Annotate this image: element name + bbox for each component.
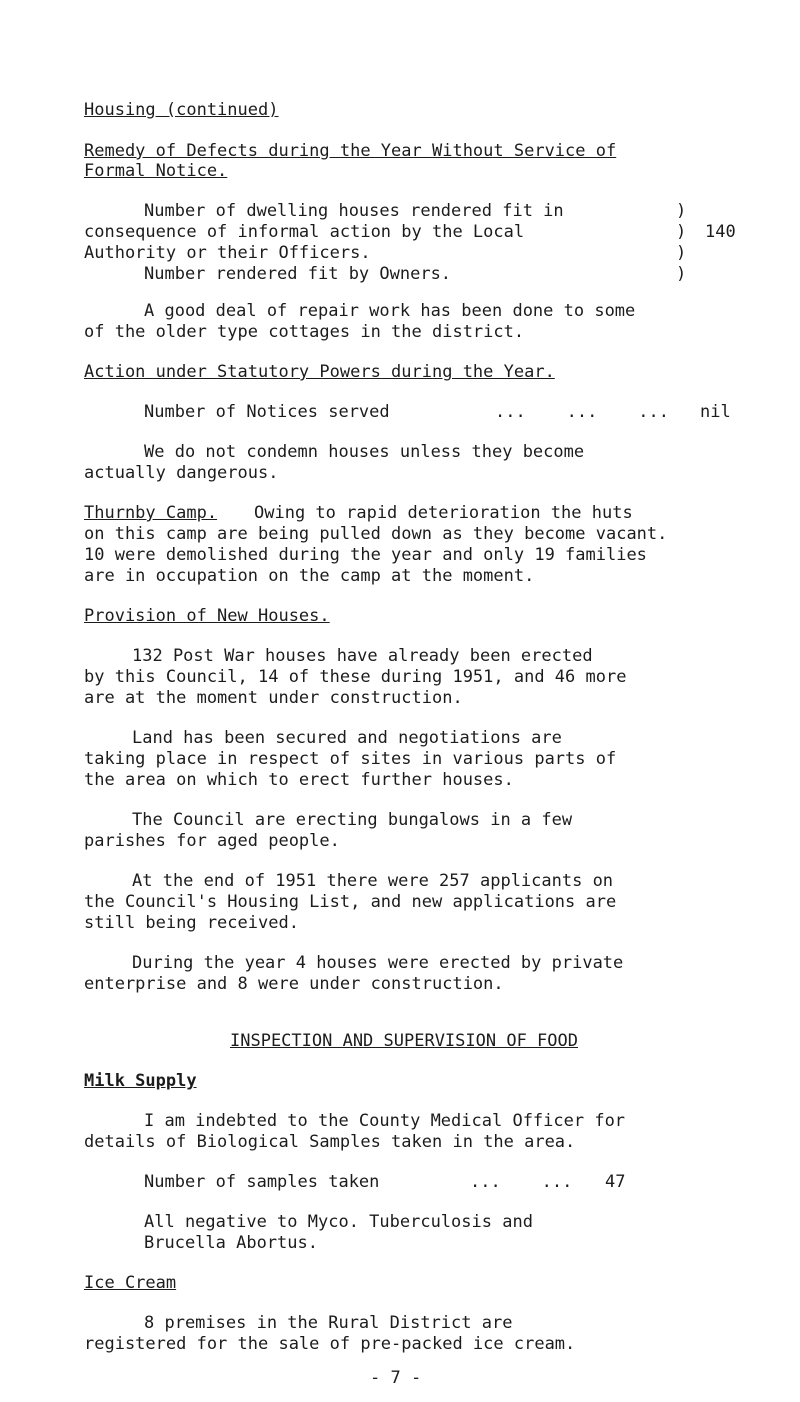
new-houses-p2-line2: taking place in respect of sites in various parts of — [84, 749, 617, 769]
new-houses-heading: Provision of New Houses. — [84, 606, 330, 626]
new-houses-p1-line1: 132 Post War houses have already been erected — [132, 646, 593, 666]
milk-heading: Milk Supply — [84, 1071, 197, 1091]
remedy-value: 140 — [705, 222, 736, 242]
new-houses-p4-line3: still being received. — [84, 913, 299, 933]
remedy-heading-line2: Formal Notice. — [84, 161, 228, 181]
ice-line1: 8 premises in the Rural District are — [144, 1313, 513, 1333]
statutory-para-line1: We do not condemn houses unless they become — [144, 442, 585, 462]
remedy-line3: Authority or their Officers. — [84, 243, 371, 263]
ice-line2: registered for the sale of pre-packed ice cream. — [84, 1334, 576, 1354]
thurnby-line2: on this camp are being pulled down as they become vacant. — [84, 524, 668, 544]
ice-cream-heading: Ice Cream — [84, 1273, 177, 1293]
thurnby-heading: Thurnby Camp. — [84, 503, 218, 523]
statutory-para-line2: actually dangerous. — [84, 463, 279, 483]
milk-p1-line1: I am indebted to the County Medical Officer for — [144, 1111, 626, 1131]
section-heading-housing: Housing (continued) — [84, 100, 279, 120]
samples-dots: ... ... — [470, 1172, 573, 1192]
thurnby-line3: 10 were demolished during the year and only 19 families — [84, 545, 647, 565]
remedy-line4: Number rendered fit by Owners. — [144, 264, 452, 284]
samples-label: Number of samples taken — [144, 1172, 380, 1192]
remedy-para-line2: of the older type cottages in the district. — [84, 322, 525, 342]
new-houses-p2-line1: Land has been secured and negotiations are — [132, 728, 562, 748]
milk-p1-line2: details of Biological Samples taken in the area. — [84, 1132, 576, 1152]
thurnby-line1: Owing to rapid deterioration the huts — [254, 503, 633, 523]
remedy-line2: consequence of informal action by the Local — [84, 222, 525, 242]
remedy-para-line1: A good deal of repair work has been done to some — [144, 301, 636, 321]
new-houses-p3-line2: parishes for aged people. — [84, 831, 340, 851]
food-heading: INSPECTION AND SUPERVISION OF FOOD — [230, 1031, 578, 1051]
notices-label: Number of Notices served — [144, 402, 390, 422]
brace-paren: ) ) ) ) — [676, 201, 687, 284]
new-houses-p5-line2: enterprise and 8 were under construction. — [84, 974, 504, 994]
new-houses-p1-line3: are at the moment under construction. — [84, 688, 463, 708]
statutory-heading: Action under Statutory Powers during the Year. — [84, 362, 555, 382]
remedy-line1: Number of dwelling houses rendered fit in — [144, 201, 564, 221]
milk-p2-line1: All negative to Myco. Tuberculosis and — [144, 1212, 533, 1232]
new-houses-p4-line2: the Council's Housing List, and new applications are — [84, 892, 617, 912]
thurnby-line4: are in occupation on the camp at the moment. — [84, 566, 535, 586]
remedy-heading-line1: Remedy of Defects during the Year Without Service of — [84, 141, 617, 161]
samples-value: 47 — [605, 1172, 626, 1192]
page-number: - 7 - — [370, 1368, 422, 1388]
new-houses-p2-line3: the area on which to erect further houses. — [84, 770, 514, 790]
milk-p2-line2: Brucella Abortus. — [144, 1233, 318, 1253]
notices-dots: ... ... ... — [495, 402, 669, 422]
new-houses-p4-line1: At the end of 1951 there were 257 applicants on — [132, 871, 614, 891]
new-houses-p3-line1: The Council are erecting bungalows in a few — [132, 810, 573, 830]
notices-value: nil — [700, 402, 731, 422]
new-houses-p1-line2: by this Council, 14 of these during 1951, and 46 more — [84, 667, 627, 687]
new-houses-p5-line1: During the year 4 houses were erected by private — [132, 953, 624, 973]
